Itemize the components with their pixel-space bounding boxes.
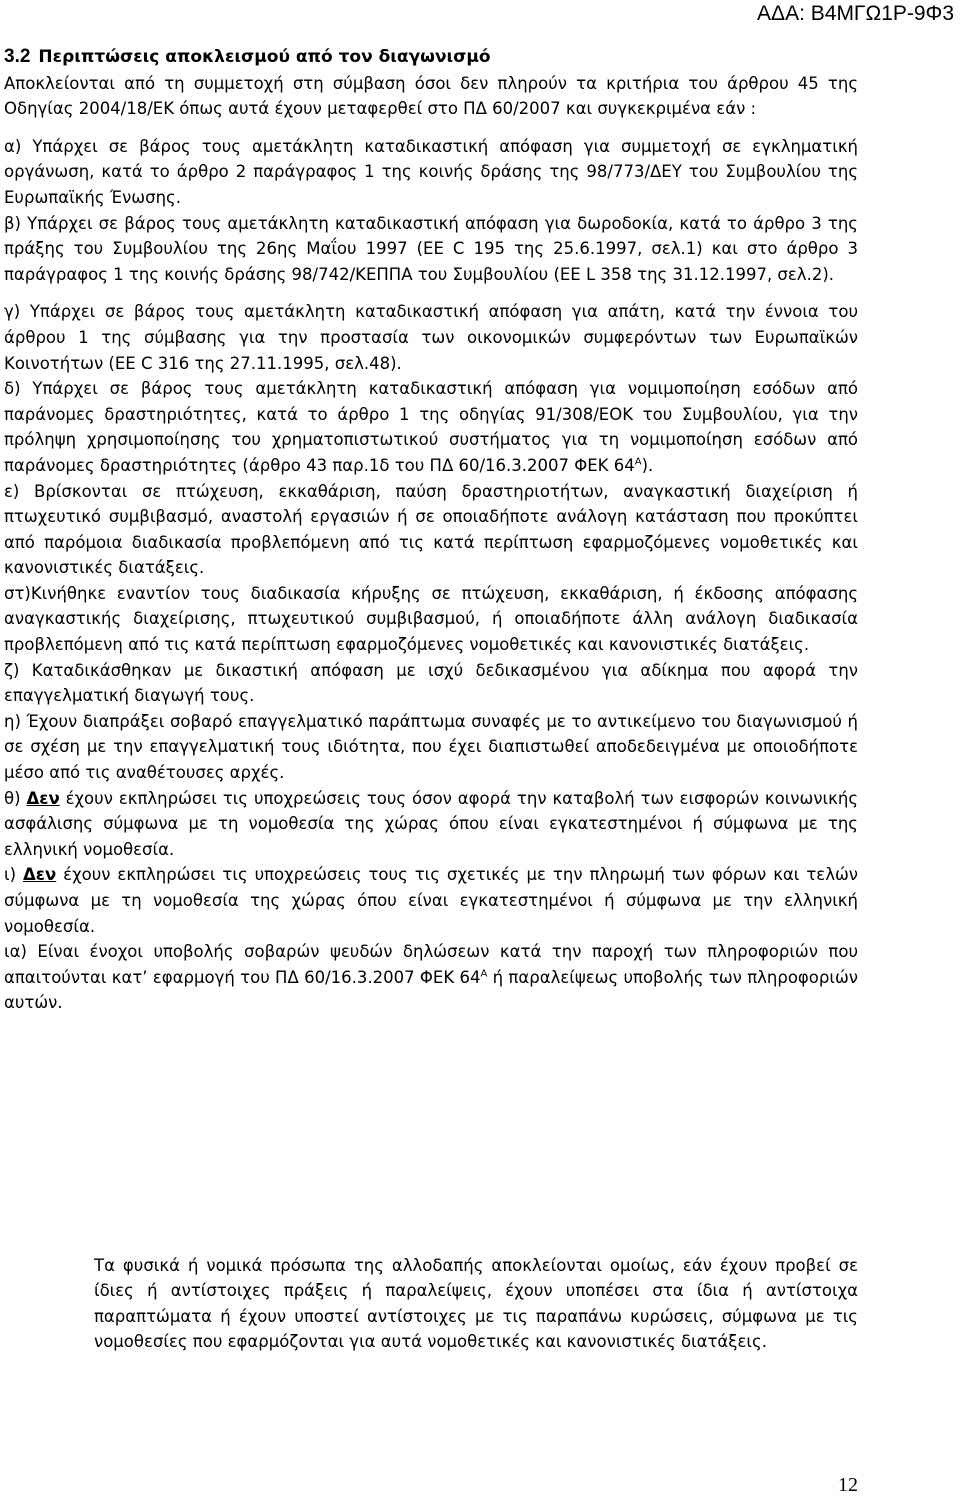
item-emphasis: Δεν bbox=[26, 788, 60, 808]
item-text-end: ή παραλείψεως υποβολής των πληροφοριών αυτών. bbox=[4, 967, 858, 1013]
item-text: Κινήθηκε εναντίον τους διαδικασία κήρυξης σε πτώχευση, εκκαθάριση, ή έκδοσης απόφασης αναγκαστικής διαχείρισης, πτωχευτικού συμβιβασμού, ή οποιαδήποτε άλλη ανάλογη διαδικασία προβλεπόμενη από τις κατά περίπτωση εφαρμοζόμενες νομοθετικές και κανονιστικές διατάξεις. bbox=[4, 583, 858, 655]
list-item-c bbox=[4, 299, 858, 376]
item-text: Υπάρχει σε βάρος τους αμετάκλητη καταδικαστική απόφαση για νομιμοποίηση εσόδων από παράνομες δραστηριότητες, κατά το άρθρο 1 της οδηγίας 91/308/ΕΟΚ του Συμβουλίου, για την πρόληψη χρησιμοποίησης του χρηματοπιστωτικού συστήματος για τη νομιμοποίηση εσόδων από παράνομες δραστηριότητες (άρθρο 43 παρ.1δ του ΠΔ 60/16.3.2007 ΦΕΚ 64 bbox=[4, 379, 858, 475]
item-text: έχουν εκπληρώσει τις υποχρεώσεις τους όσον αφορά την καταβολή των εισφορών κοινωνικής ασφάλισης σύμφωνα με τη νομοθεσία της χώρας όπου είναι εγκατεστημένοι ή σύμφωνα με της ελληνική νομοθεσία. bbox=[4, 788, 859, 859]
item-label: ε) bbox=[4, 481, 20, 501]
item-text-end: ). bbox=[641, 455, 654, 475]
section-intro: Αποκλείονται από τη συμμετοχή στη σύμβαση όσοι δεν πληρούν τα κριτήρια του άρθρου 45 της Οδηγίας 2004/18/ΕΚ όπως αυτά έχουν μεταφερθεί στο ΠΔ 60/2007 και συγκεκριμένα εάν : bbox=[4, 73, 858, 119]
ada-code: ΑΔΑ: Β4ΜΓΩ1Ρ-9Φ3 bbox=[757, 2, 954, 25]
item-label: δ) bbox=[4, 379, 21, 399]
section-number: 3.2 bbox=[4, 46, 31, 67]
item-superscript: Α bbox=[634, 456, 642, 468]
section-heading bbox=[4, 44, 858, 71]
item-label: α) bbox=[4, 136, 22, 156]
section-title: Περιπτώσεις αποκλεισμού από τον διαγωνισμό bbox=[38, 47, 491, 67]
item-label: β) bbox=[4, 213, 21, 233]
list-item-d bbox=[4, 376, 858, 478]
list-item-ia bbox=[4, 939, 858, 1016]
list-item-i bbox=[4, 862, 858, 939]
page-number: 12 bbox=[838, 1474, 858, 1496]
item-text: Υπάρχει σε βάρος τους αμετάκλητη καταδικαστική απόφαση για δωροδοκία, κατά το άρθρο 3 της πράξης του Συμβουλίου της 26ης Μαΐου 1997 (ΕΕ C 195 της 25.6.1997, σελ.1) και στο άρθρο 3 παράγραφος 1 της κοινής δράσης 98/742/ΚΕΠΠΑ του Συμβουλίου (ΕΕ L 358 της 31.12.1997, σελ.2). bbox=[4, 213, 858, 284]
foreign-entities-note: Τα φυσικά ή νομικά πρόσωπα της αλλοδαπής αποκλείονται ομοίως, εάν έχουν προβεί σε ίδιες ή αντίστοιχες πράξεις ή παραλείψεις, έχουν υποπέσει στα ίδια ή αντίστοιχα παραπτώματα ή έχουν υποστεί αντίστοιχες με τις παραπάνω κυρώσεις, σύμφωνα με τις νομοθεσίες που εφαρμόζονται για αυτά νομοθετικές και κανονιστικές διατάξεις. bbox=[94, 1255, 858, 1352]
item-label: ια) bbox=[4, 942, 27, 962]
list-item-st bbox=[4, 581, 858, 658]
item-label: στ) bbox=[4, 583, 31, 603]
item-label: ζ) bbox=[4, 660, 20, 680]
item-text: Είναι ένοχοι υποβολής σοβαρών ψευδών δηλώσεων κατά την παροχή των πληροφοριών που απαιτούνται κατ’ εφαρμογή του ΠΔ 60/16.3.2007 ΦΕΚ 64 bbox=[4, 942, 858, 987]
item-label: η) bbox=[4, 711, 21, 731]
list-item-b bbox=[4, 211, 858, 288]
item-text: Υπάρχει σε βάρος τους αμετάκλητη καταδικαστική απόφαση για απάτη, κατά την έννοια του άρθρου 1 της σύμβασης για την προστασία των οικονομικών συμφερόντων των Ευρωπαϊκών Κοινοτήτων (ΕΕ C 316 της 27.11.1995, σελ.48). bbox=[4, 302, 858, 373]
item-label: θ) bbox=[4, 788, 21, 808]
item-text: Καταδικάσθηκαν με δικαστική απόφαση με ισχύ δεδικασμένου για αδίκημα που αφορά την επαγγελματική διαγωγή τους. bbox=[4, 660, 858, 706]
list-item-a bbox=[4, 134, 858, 211]
list-item-h bbox=[4, 709, 858, 786]
item-label: γ) bbox=[4, 302, 21, 322]
document-body bbox=[4, 44, 858, 1016]
item-label: ι) bbox=[4, 865, 17, 885]
item-emphasis: Δεν bbox=[23, 865, 57, 885]
item-text: Βρίσκονται σε πτώχευση, εκκαθάριση, παύση δραστηριοτήτων, αναγκαστική διαχείριση ή πτωχευτικό συμβιβασμό, αναστολή εργασιών ή σε οποιαδήποτε ανάλογη κατάσταση που προκύπτει από παρόμοια διαδικασία προβλεπόμενη από τις κατά περίπτωση εφαρμοζόμενες νομοθετικές και κανονιστικές διατάξεις. bbox=[4, 481, 858, 578]
list-item-z bbox=[4, 658, 858, 709]
item-text: Υπάρχει σε βάρος τους αμετάκλητη καταδικαστική απόφαση για συμμετοχή σε εγκληματική οργάνωση, κατά το άρθρο 2 παράγραφος 1 της κοινής δράσης της 98/773/ΔΕΥ του Συμβουλίου της Ευρωπαϊκής Ένωσης. bbox=[4, 136, 859, 207]
item-text: Έχουν διαπράξει σοβαρό επαγγελματικό παράπτωμα συναφές με το αντικείμενο του διαγωνισμού ή σε σχέση με την επαγγελματική τους ιδιότητα, που έχει διαπιστωθεί αποδεδειγμένα με οποιοδήποτε μέσο από τις αναθέτουσες αρχές. bbox=[4, 711, 858, 783]
list-item-e bbox=[4, 479, 858, 581]
item-superscript: Α bbox=[480, 968, 488, 980]
item-text: έχουν εκπληρώσει τις υποχρεώσεις τους τις σχετικές με την πληρωμή των φόρων και τελών σύμφωνα με τη νομοθεσία της χώρας όπου είναι εγκατεστημένοι ή σύμφωνα με την ελληνική νομοθεσία. bbox=[4, 865, 858, 936]
list-item-th bbox=[4, 786, 858, 863]
